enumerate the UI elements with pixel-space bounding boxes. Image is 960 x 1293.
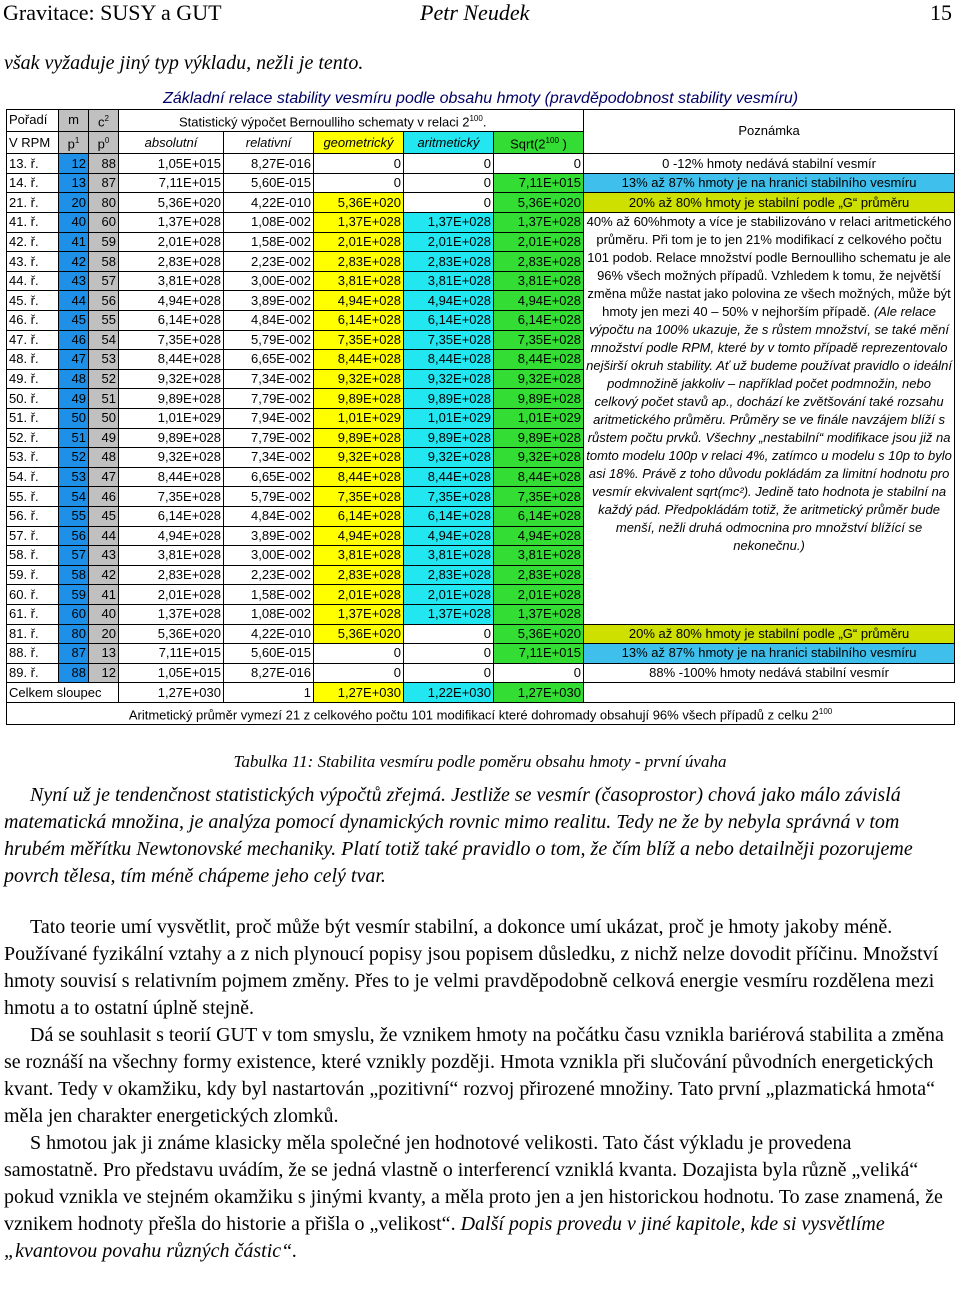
row-note: 20% až 80% hmoty je stabilní podle „G“ průměru [584,193,955,213]
cell-absolute: 5,36E+020 [119,193,224,213]
cell-arithmetic: 2,01E+028 [404,232,494,252]
cell-c2: 42 [89,565,119,585]
cell-geometric: 3,81E+028 [314,546,404,566]
cell-geometric: 3,81E+028 [314,271,404,291]
cell-relative: 8,27E-016 [224,154,314,174]
cell-sqrt: 1,01E+029 [494,408,584,428]
cell-relative: 5,60E-015 [224,644,314,664]
row-order: 57. ř. [7,526,59,546]
cell-sqrt: 6,14E+028 [494,506,584,526]
cell-m: 12 [59,154,89,174]
total-row [7,683,955,703]
cell-relative: 3,00E-002 [224,271,314,291]
cell-m: 52 [59,448,89,468]
cell-sqrt: 9,89E+028 [494,389,584,409]
cell-relative: 4,84E-002 [224,311,314,331]
cell-arithmetic: 3,81E+028 [404,546,494,566]
row-order: 56. ř. [7,506,59,526]
cell-absolute: 4,94E+028 [119,291,224,311]
cell-geometric: 8,44E+028 [314,350,404,370]
cell-sqrt: 2,01E+028 [494,232,584,252]
row-order: 55. ř. [7,487,59,507]
cell-absolute: 9,89E+028 [119,428,224,448]
row-order: 58. ř. [7,546,59,566]
cell-relative: 6,65E-002 [224,467,314,487]
cell-geometric: 0 [314,644,404,664]
stability-note [584,213,955,624]
total-label: Celkem sloupec [7,683,119,703]
cell-c2: 50 [89,408,119,428]
cell-arithmetic: 0 [404,624,494,644]
cell-m: 20 [59,193,89,213]
total-geometric: 1,27E+030 [314,683,404,703]
cell-c2: 53 [89,350,119,370]
cell-m: 45 [59,311,89,331]
stability-note-main: 40% až 60%hmoty a více je stabilizováno v relaci aritmetického průměru. Při tom je to jen 21% modifikací z celkového počtu 101 podob. Relace množství podle Bernoulliho schematu je ale 96% všech možných případů. Vzhledem k tomu, že největší změna může nastat jako polovina ze všech možných, může být hmoty jen mezi 40 – 50% v nejhorším případě. [586,214,952,320]
cell-geometric: 6,14E+028 [314,311,404,331]
cell-geometric: 1,37E+028 [314,213,404,233]
table-row [7,213,955,233]
cell-relative: 1,08E-002 [224,213,314,233]
cell-relative: 1,08E-002 [224,604,314,624]
cell-geometric: 7,35E+028 [314,330,404,350]
cell-c2: 43 [89,546,119,566]
cell-sqrt: 1,37E+028 [494,213,584,233]
cell-geometric: 1,01E+029 [314,408,404,428]
row-order: 89. ř. [7,663,59,683]
cell-sqrt: 5,36E+020 [494,624,584,644]
cell-m: 51 [59,428,89,448]
cell-c2: 54 [89,330,119,350]
cell-absolute: 3,81E+028 [119,546,224,566]
cell-sqrt: 7,35E+028 [494,330,584,350]
cell-absolute: 6,14E+028 [119,311,224,331]
cell-arithmetic: 9,32E+028 [404,369,494,389]
cell-sqrt: 9,32E+028 [494,369,584,389]
cell-arithmetic: 1,01E+029 [404,408,494,428]
table-row [7,193,955,213]
cell-sqrt: 7,11E+015 [494,173,584,193]
cell-c2: 40 [89,604,119,624]
cell-m: 88 [59,663,89,683]
cell-m: 47 [59,350,89,370]
paragraph-1 [4,782,948,890]
cell-sqrt: 9,89E+028 [494,428,584,448]
row-order: 42. ř. [7,232,59,252]
cell-m: 54 [59,487,89,507]
cell-m: 60 [59,604,89,624]
cell-relative: 3,00E-002 [224,546,314,566]
cell-geometric: 8,44E+028 [314,467,404,487]
cell-relative: 3,89E-002 [224,526,314,546]
col-header-poradi: Pořadí [7,109,59,131]
cell-relative: 5,60E-015 [224,173,314,193]
cell-arithmetic: 9,89E+028 [404,428,494,448]
total-relative: 1 [224,683,314,703]
cell-sqrt: 4,94E+028 [494,291,584,311]
col-header-geometricky: geometrický [314,131,404,153]
cell-relative: 7,94E-002 [224,408,314,428]
cell-m: 56 [59,526,89,546]
cell-geometric: 2,83E+028 [314,252,404,272]
cell-sqrt: 6,14E+028 [494,311,584,331]
cell-geometric: 1,37E+028 [314,604,404,624]
col-header-m: m [59,109,89,131]
cell-m: 55 [59,506,89,526]
cell-absolute: 7,35E+028 [119,330,224,350]
cell-absolute: 6,14E+028 [119,506,224,526]
cell-sqrt: 3,81E+028 [494,271,584,291]
cell-sqrt: 8,44E+028 [494,467,584,487]
cell-absolute: 9,32E+028 [119,448,224,468]
row-order: 43. ř. [7,252,59,272]
row-order: 51. ř. [7,408,59,428]
cell-arithmetic: 4,94E+028 [404,291,494,311]
table-row [7,624,955,644]
cell-c2: 12 [89,663,119,683]
cell-c2: 48 [89,448,119,468]
row-order: 60. ř. [7,585,59,605]
cell-c2: 41 [89,585,119,605]
col-header-poznamka: Poznámka [584,109,955,154]
intro-text: však vyžaduje jiný typ výkladu, nežli je tento. [4,52,364,74]
cell-arithmetic: 0 [404,193,494,213]
cell-arithmetic: 2,83E+028 [404,252,494,272]
header-title: Gravitace: SUSY a GUT [3,0,222,25]
col-header-stat: Statistický výpočet Bernoulliho schematy v relaci $2^{100}$. [119,109,584,131]
cell-c2: 47 [89,467,119,487]
row-order: 53. ř. [7,448,59,468]
cell-absolute: 7,11E+015 [119,644,224,664]
cell-c2: 88 [89,154,119,174]
table-row [7,663,955,683]
table-row [7,173,955,193]
row-order: 49. ř. [7,369,59,389]
cell-relative: 4,84E-002 [224,506,314,526]
cell-sqrt: 0 [494,154,584,174]
col-header-p1: $p^1$ [59,131,89,153]
page-number: 15 [930,0,952,25]
row-note: 0 -12% hmoty nedává stabilní vesmír [584,154,955,174]
cell-absolute: 1,37E+028 [119,213,224,233]
row-order: 50. ř. [7,389,59,409]
cell-arithmetic: 4,94E+028 [404,526,494,546]
cell-m: 46 [59,330,89,350]
cell-relative: 4,22E-010 [224,193,314,213]
col-header-sqrt: $Sqrt(2^{100}$ ) [494,131,584,153]
cell-arithmetic: 9,32E+028 [404,448,494,468]
cell-relative: 2,23E-002 [224,252,314,272]
cell-m: 59 [59,585,89,605]
row-order: 46. ř. [7,311,59,331]
cell-sqrt: 0 [494,663,584,683]
cell-sqrt: 7,11E+015 [494,644,584,664]
cell-relative: 2,23E-002 [224,565,314,585]
cell-m: 53 [59,467,89,487]
cell-absolute: 8,44E+028 [119,467,224,487]
page-header [0,0,960,26]
paragraph-1-text: Nyní už je tendenčnost statistických výpočtů zřejmá. Jestliže se vesmír (časoprostor) chová jako málo závislá matematická množina, je analýza pomocí dynamických rovnic mimo realitu. Tedy ne že by nebyla správná v tom hrubém měřítku Newtonovské mechaniky. Platí totiž také pravidlo o tom, že čím blíž a nebo detailněji pozorujeme povrch tělesa, tím méně chápeme jeho celý tvar. [4,784,913,887]
row-note: 20% až 80% hmoty je stabilní podle „G“ průměru [584,624,955,644]
total-arithmetic: 1,22E+030 [404,683,494,703]
cell-absolute: 2,01E+028 [119,232,224,252]
cell-absolute: 9,89E+028 [119,389,224,409]
cell-absolute: 5,36E+020 [119,624,224,644]
cell-sqrt: 2,01E+028 [494,585,584,605]
total-empty [584,683,955,703]
cell-sqrt: 4,94E+028 [494,526,584,546]
cell-geometric: 5,36E+020 [314,193,404,213]
col-header-absolutni: absolutní [119,131,224,153]
cell-c2: 49 [89,428,119,448]
cell-arithmetic: 1,37E+028 [404,213,494,233]
cell-c2: 52 [89,369,119,389]
cell-relative: 1,58E-002 [224,232,314,252]
cell-geometric: 9,89E+028 [314,389,404,409]
cell-c2: 55 [89,311,119,331]
cell-relative: 7,79E-002 [224,389,314,409]
row-order: 61. ř. [7,604,59,624]
cell-m: 80 [59,624,89,644]
cell-geometric: 9,32E+028 [314,448,404,468]
stability-note-italic: (Ale relace výpočtu na 100% ukazuje, že s růstem množství, se také mění množství podle RPM, které by v tomto případě reprezentovalo nejširší okruh stability. Ať už budeme používat pravidlo o ideální podmnožině jakkoliv – například počet podmnožin, nebo celkový počet stavů ap., dochází ke zvětšování také rozsahu aritmetického průměru. Průměry se ve finále navzájem blíží s růstem počtu prvků. Všechny „nestabilní“ modifikace jsou již na tomto modelu 100p v relaci 4%, zatímco u modelu s 10p to bylo asi 18%. Právě z toho důvodu pokládám za limitní hodnotu pro vesmír ekvivalent sqrt(mc²). Jedině tato hodnota je stabilní na každý pád. Předpokládám totiž, že aritmetický průměr bude menší, nežli druhá odmocnina pro množství blížící se nekonečnu.) [586,304,953,554]
row-order: 14. ř. [7,173,59,193]
cell-geometric: 9,32E+028 [314,369,404,389]
table-footer-note [7,702,955,724]
cell-geometric: 4,94E+028 [314,291,404,311]
row-order: 13. ř. [7,154,59,174]
cell-c2: 59 [89,232,119,252]
cell-sqrt: 8,44E+028 [494,350,584,370]
cell-relative: 4,22E-010 [224,624,314,644]
cell-c2: 44 [89,526,119,546]
cell-arithmetic: 0 [404,644,494,664]
row-order: 44. ř. [7,271,59,291]
cell-c2: 45 [89,506,119,526]
cell-arithmetic: 0 [404,663,494,683]
cell-c2: 46 [89,487,119,507]
row-order: 48. ř. [7,350,59,370]
cell-arithmetic: 6,14E+028 [404,311,494,331]
cell-c2: 80 [89,193,119,213]
row-order: 21. ř. [7,193,59,213]
cell-absolute: 2,83E+028 [119,565,224,585]
cell-relative: 7,34E-002 [224,448,314,468]
cell-m: 43 [59,271,89,291]
row-note: 13% až 87% hmoty je na hranici stabilního vesmíru [584,173,955,193]
cell-absolute: 1,05E+015 [119,663,224,683]
cell-relative: 6,65E-002 [224,350,314,370]
cell-m: 87 [59,644,89,664]
cell-sqrt: 9,32E+028 [494,448,584,468]
table-row [7,644,955,664]
cell-geometric: 5,36E+020 [314,624,404,644]
total-sqrt: 1,27E+030 [494,683,584,703]
cell-m: 57 [59,546,89,566]
row-order: 59. ř. [7,565,59,585]
stability-table-wrap [6,90,954,725]
row-note: 13% až 87% hmoty je na hranici stabilního vesmíru [584,644,955,664]
col-header-aritmeticky: aritmetický [404,131,494,153]
cell-arithmetic: 3,81E+028 [404,271,494,291]
cell-m: 41 [59,232,89,252]
cell-m: 48 [59,369,89,389]
col-header-c2: $c^2$ [89,109,119,131]
cell-arithmetic: 7,35E+028 [404,330,494,350]
cell-sqrt: 3,81E+028 [494,546,584,566]
cell-arithmetic: 8,44E+028 [404,350,494,370]
cell-c2: 58 [89,252,119,272]
row-order: 88. ř. [7,644,59,664]
stability-table [6,90,955,725]
cell-c2: 20 [89,624,119,644]
table-row [7,154,955,174]
cell-arithmetic: 6,14E+028 [404,506,494,526]
cell-geometric: 0 [314,154,404,174]
cell-relative: 8,27E-016 [224,663,314,683]
cell-m: 58 [59,565,89,585]
row-order: 52. ř. [7,428,59,448]
cell-arithmetic: 7,35E+028 [404,487,494,507]
row-note: 88% -100% hmoty nedává stabilní vesmír [584,663,955,683]
cell-absolute: 7,11E+015 [119,173,224,193]
row-order: 47. ř. [7,330,59,350]
cell-c2: 51 [89,389,119,409]
cell-c2: 60 [89,213,119,233]
cell-sqrt: 7,35E+028 [494,487,584,507]
cell-sqrt: 5,36E+020 [494,193,584,213]
cell-c2: 13 [89,644,119,664]
header-author: Petr Neudek [420,0,530,25]
cell-arithmetic: 9,89E+028 [404,389,494,409]
cell-geometric: 2,01E+028 [314,232,404,252]
cell-sqrt: 2,83E+028 [494,565,584,585]
row-order: 54. ř. [7,467,59,487]
cell-geometric: 6,14E+028 [314,506,404,526]
cell-geometric: 0 [314,663,404,683]
cell-c2: 57 [89,271,119,291]
cell-geometric: 2,83E+028 [314,565,404,585]
cell-absolute: 1,37E+028 [119,604,224,624]
cell-m: 40 [59,213,89,233]
cell-absolute: 2,83E+028 [119,252,224,272]
cell-relative: 5,79E-002 [224,487,314,507]
cell-c2: 56 [89,291,119,311]
cell-arithmetic: 2,83E+028 [404,565,494,585]
row-order: 41. ř. [7,213,59,233]
cell-arithmetic: 1,37E+028 [404,604,494,624]
footer-sup: 100 [818,706,833,716]
cell-m: 50 [59,408,89,428]
cell-arithmetic: 0 [404,173,494,193]
cell-absolute: 8,44E+028 [119,350,224,370]
paragraph-4: S hmotou jak ji známe klasicky měla společné jen hodnotové velikosti. Tato část výkladu je provedena samostatně. Pro představu uvádím, že se jedná vlastně o interferencí vzniklá kvanta. Dozajista byla různě „veliká“ pokud vznikla ve stejném okamžiku s jinými kvanty, a měla proto jen a jen historickou hodnotu. To zase znamená, že vznikem hodnoty přešla do historie a přišla o „velikost“. Další popis provedu v jiné kapitole, kde si vysvětlíme „kvantovou povahu různých částic“. [4,1132,943,1262]
table-caption: Tabulka 11: Stabilita vesmíru podle poměru obsahu hmoty - první úvaha [233,752,727,771]
cell-absolute: 9,32E+028 [119,369,224,389]
cell-m: 44 [59,291,89,311]
cell-geometric: 7,35E+028 [314,487,404,507]
paragraph-2: Tato teorie umí vysvětlit, proč může být vesmír stabilní, a dokonce umí ukázat, proč je hmoty jakoby méně. Používané fyzikální vztahy a z nich plynoucí popisy jsou popisem důsledku, z nichž nelze dovodit příčinu. Množství hmoty souvisí s relativním pojmem změny. Přes to je velmi pravděpodobně celková energie vesmíru rozdělena mezi hmotu a to ostatní úplně stejně. [4,916,939,1019]
cell-geometric: 4,94E+028 [314,526,404,546]
col-header-relativni: relativní [224,131,314,153]
col-header-vrpm: V RPM [7,131,59,153]
table-title: Základní relace stability vesmíru podle obsahu hmoty (pravděpodobnost stability vesmíru) [163,90,799,108]
paragraph-3: Dá se souhlasit s teorií GUT v tom smyslu, že vznikem hmoty na počátku času vznikla bariérová stabilita a změna se roznáší na všechny formy existence, které vznikly později. Hmota vznikla při slučování původních energetických kvant. Tedy v okamžiku, kdy byl nastartován „pozitivní“ rozvoj přirozené množiny. Tato první „plazmatická hmota“ měla jen charakter energetických zlomků. [4,1024,944,1127]
row-order: 45. ř. [7,291,59,311]
footer-row [7,702,955,724]
total-absolute: 1,27E+030 [119,683,224,703]
cell-absolute: 1,01E+029 [119,408,224,428]
cell-sqrt: 2,83E+028 [494,252,584,272]
cell-relative: 1,58E-002 [224,585,314,605]
cell-relative: 3,89E-002 [224,291,314,311]
cell-relative: 5,79E-002 [224,330,314,350]
cell-m: 13 [59,173,89,193]
cell-m: 49 [59,389,89,409]
body-paragraphs [4,914,948,1265]
cell-absolute: 3,81E+028 [119,271,224,291]
cell-absolute: 7,35E+028 [119,487,224,507]
cell-arithmetic: 0 [404,154,494,174]
cell-geometric: 9,89E+028 [314,428,404,448]
footer-text: Aritmetický průměr vymezí 21 z celkového počtu 101 modifikací které dohromady obsahují 96% všech případů z celku 2 [128,707,819,723]
cell-m: 42 [59,252,89,272]
cell-arithmetic: 2,01E+028 [404,585,494,605]
cell-geometric: 0 [314,173,404,193]
cell-sqrt: 1,37E+028 [494,604,584,624]
cell-absolute: 2,01E+028 [119,585,224,605]
cell-geometric: 2,01E+028 [314,585,404,605]
row-order: 81. ř. [7,624,59,644]
cell-arithmetic: 8,44E+028 [404,467,494,487]
cell-relative: 7,34E-002 [224,369,314,389]
col-header-p0: $p^0$ [89,131,119,153]
cell-relative: 7,79E-002 [224,428,314,448]
cell-absolute: 1,05E+015 [119,154,224,174]
cell-c2: 87 [89,173,119,193]
cell-absolute: 4,94E+028 [119,526,224,546]
